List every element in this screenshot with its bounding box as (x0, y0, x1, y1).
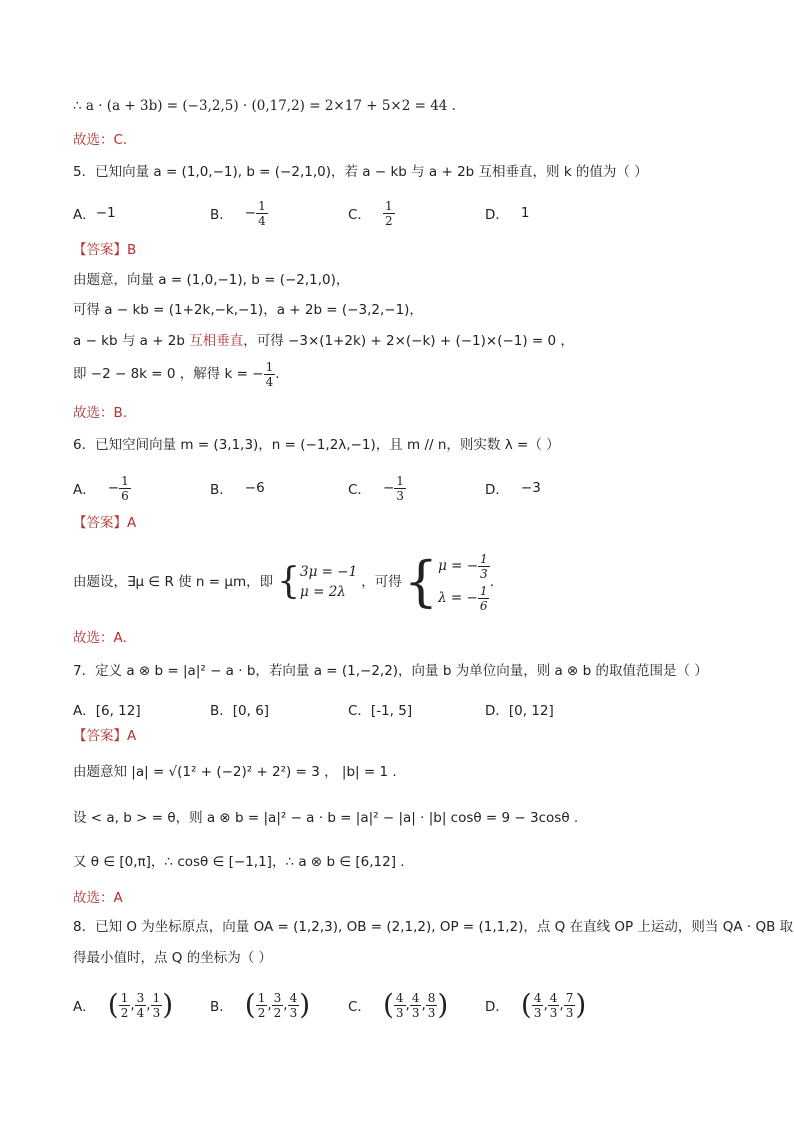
coordinate-fraction (564, 991, 576, 1020)
paren: ) (437, 988, 449, 1021)
option-sign: − (382, 480, 395, 496)
coordinate-fraction (394, 991, 406, 1020)
brace: { (277, 561, 301, 602)
option-label: C． (348, 207, 371, 223)
comma: , (559, 997, 564, 1013)
paren: ( (107, 988, 119, 1021)
answer-label: 【答案】A (73, 728, 137, 744)
text: . (275, 366, 280, 382)
denominator: 4 (258, 213, 266, 228)
q8-option-b[interactable] (210, 984, 310, 1026)
option-value: −6 (244, 480, 265, 496)
option-label: D． (485, 482, 509, 498)
highlight-text: 互相垂直 (189, 333, 244, 349)
denominator: 2 (273, 1005, 282, 1020)
option-sign: − (244, 205, 257, 221)
numerator: 1 (396, 473, 404, 488)
fraction (394, 474, 406, 503)
solution-line (73, 358, 280, 390)
fraction (383, 199, 395, 228)
q7-option-b[interactable]: B．[0, 6] (210, 703, 270, 719)
numerator: 1 (152, 990, 161, 1005)
solution-line: 可得 a − kb = (1+2k,−k,−1)，a + 2b = (−3,2,−1)， (73, 302, 423, 318)
coordinate-fraction (135, 991, 147, 1020)
solution-line: 设 < a, b > = θ，则 a ⊗ b = |a|² − a · b = |a|² − |a| · |b| cosθ = 9 − 3cosθ . (73, 810, 579, 826)
text: a − kb 与 a + 2b (73, 333, 190, 349)
coordinate-fraction (288, 991, 300, 1020)
q5-option-b[interactable] (210, 195, 268, 231)
comma: , (543, 997, 548, 1013)
numerator: 1 (257, 990, 266, 1005)
comma: , (421, 997, 426, 1013)
fraction (256, 199, 268, 228)
denominator: 2 (384, 213, 393, 228)
q6-option-d[interactable] (485, 470, 541, 506)
option-value: −3 (520, 480, 541, 496)
q5-option-c[interactable] (348, 195, 395, 231)
system-row: μ = 2λ (300, 584, 346, 600)
fraction (264, 360, 276, 389)
text: . (489, 574, 494, 590)
paren: ) (575, 988, 587, 1021)
denominator: 6 (121, 488, 129, 503)
numerator: 1 (120, 990, 129, 1005)
q7-option-a[interactable]: A．[6, 12] (73, 703, 141, 719)
solution-line (73, 331, 574, 351)
text: λ = − (438, 590, 478, 606)
numerator: 7 (565, 990, 574, 1005)
q6-option-a[interactable] (73, 470, 131, 506)
numerator: 4 (533, 990, 542, 1005)
option-label: B． (210, 999, 233, 1015)
system-row: 3μ = −1 (300, 564, 358, 580)
denominator: 6 (479, 598, 488, 613)
q5-option-d[interactable] (485, 195, 530, 231)
numerator: 4 (395, 990, 404, 1005)
denominator: 3 (565, 1005, 574, 1020)
option-label: C． (348, 999, 371, 1015)
fraction (478, 584, 490, 613)
equation-system (277, 562, 357, 602)
comma: , (267, 997, 272, 1013)
q5-options (73, 195, 733, 231)
numerator: 1 (265, 359, 274, 374)
coordinate-fraction (532, 991, 544, 1020)
paren: ( (382, 988, 394, 1021)
numerator: 1 (480, 551, 488, 566)
comma: , (405, 997, 410, 1013)
comma: , (146, 997, 151, 1013)
numerator: 3 (273, 990, 282, 1005)
comma: , (283, 997, 288, 1013)
text: ，可得 −3×(1+2k) + 2×(−k) + (−1)×(−1) = 0 ， (243, 333, 574, 349)
option-label: A． (73, 999, 96, 1015)
option-value: −1 (95, 205, 116, 221)
option-label: B． (210, 207, 233, 223)
system-rows (438, 550, 490, 614)
numerator: 1 (384, 198, 393, 213)
q8-option-c[interactable] (348, 984, 448, 1026)
coordinate-fraction (151, 991, 163, 1020)
denominator: 3 (395, 1005, 404, 1020)
denominator: 4 (265, 374, 274, 389)
coordinate-fraction (410, 991, 422, 1020)
coordinate-list (256, 991, 300, 1020)
q8-option-a[interactable] (73, 984, 173, 1026)
system-row (438, 582, 490, 614)
question-5: 5．已知向量 a = (1,0,−1), b = (−2,1,0)，若 a − kb 与 a + 2b 互相垂直，则 k 的值为（ ） (73, 164, 648, 180)
system-rows (300, 562, 357, 602)
fraction (478, 552, 490, 581)
solution-line (73, 548, 494, 616)
text: 即 −2 − 8k = 0 ，解得 k = − (73, 366, 264, 382)
solution-line: 由题意知 |a| = √(1² + (−2)² + 2²) = 3 ， |b| = 1 . (73, 764, 397, 780)
denominator: 3 (549, 1005, 558, 1020)
numerator: 1 (479, 583, 488, 598)
coordinate-list (394, 991, 438, 1020)
brace: { (403, 550, 439, 613)
q7-options (73, 691, 733, 727)
fraction (119, 474, 131, 503)
paren: ( (520, 988, 532, 1021)
paren: ) (162, 988, 174, 1021)
paren: ) (299, 988, 311, 1021)
solution-line: 由题意，向量 a = (1,0,−1), b = (−2,1,0)， (73, 272, 350, 288)
denominator: 2 (257, 1005, 266, 1020)
coordinate-fraction (548, 991, 560, 1020)
denominator: 3 (533, 1005, 542, 1020)
coordinate-fraction (272, 991, 284, 1020)
option-sign: − (107, 480, 120, 496)
answer-label: 【答案】A (73, 515, 137, 531)
denominator: 3 (396, 488, 404, 503)
numerator: 8 (427, 990, 436, 1005)
answer-choice: 故选：B. (73, 405, 128, 421)
q6-options (73, 470, 733, 506)
denominator: 3 (152, 1005, 161, 1020)
q5-option-a[interactable] (73, 195, 116, 231)
denominator: 2 (120, 1005, 129, 1020)
system-row (438, 550, 490, 582)
denominator: 3 (289, 1005, 298, 1020)
comma: , (130, 997, 135, 1013)
numerator: 4 (549, 990, 558, 1005)
q6-option-b[interactable] (210, 470, 265, 506)
option-label: D． (485, 207, 509, 223)
numerator: 4 (411, 990, 420, 1005)
text: μ = − (438, 558, 479, 574)
answer-choice: 故选：C. (73, 132, 128, 148)
answer-choice: 故选：A (73, 890, 123, 906)
coordinate-fraction (426, 991, 438, 1020)
q6-option-c[interactable] (348, 470, 406, 506)
numerator: 1 (121, 473, 129, 488)
denominator: 4 (136, 1005, 145, 1020)
option-label: C． (348, 482, 371, 498)
equation-system (404, 550, 490, 614)
text: 由题设，∃μ ∈ R 使 n = μm，即 (73, 574, 274, 590)
denominator: 3 (427, 1005, 436, 1020)
denominator: 3 (411, 1005, 420, 1020)
coordinate-fraction (119, 991, 131, 1020)
coordinate-list (119, 991, 163, 1020)
solution-line: ∴ a · (a + 3b) = (−3,2,5) · (0,17,2) = 2×17 + 5×2 = 44 . (73, 98, 456, 114)
q7-option-d[interactable]: D．[0, 12] (485, 703, 554, 719)
paren: ( (244, 988, 256, 1021)
answer-choice: 故选：A. (73, 630, 127, 646)
answer-label: 【答案】B (73, 242, 137, 258)
option-label: A． (73, 482, 96, 498)
question-7: 7．定义 a ⊗ b = |a|² − a · b，若向量 a = (1,−2,2)，向量 b 为单位向量，则 a ⊗ b 的取值范围是（ ） (73, 663, 708, 679)
question-6: 6．已知空间向量 m = (3,1,3)，n = (−1,2λ,−1)，且 m // n，则实数 λ =（ ） (73, 437, 560, 453)
text: ，可得 (361, 574, 402, 590)
numerator: 1 (258, 198, 266, 213)
q8-option-d[interactable] (485, 984, 586, 1026)
numerator: 3 (136, 990, 145, 1005)
denominator: 3 (480, 566, 488, 581)
q7-option-c[interactable]: C．[-1, 5] (348, 703, 413, 719)
coordinate-list (532, 991, 576, 1020)
option-value: 1 (520, 205, 530, 221)
numerator: 4 (289, 990, 298, 1005)
question-8: 8．已知 O 为坐标原点，向量 OA = (1,2,3), OB = (2,1,2), OP = (1,1,2)，点 Q 在直线 OP 上运动，则当 QA · QB 取 (73, 919, 794, 935)
question-8-continued: 得最小值时，点 Q 的坐标为（ ） (73, 950, 272, 966)
coordinate-fraction (256, 991, 268, 1020)
solution-line: 又 θ ∈ [0,π]，∴ cosθ ∈ [−1,1]，∴ a ⊗ b ∈ [6,12] . (73, 854, 405, 870)
option-label: D． (485, 999, 509, 1015)
option-label: B． (210, 482, 233, 498)
option-label: A． (73, 207, 96, 223)
q8-options (73, 984, 733, 1026)
